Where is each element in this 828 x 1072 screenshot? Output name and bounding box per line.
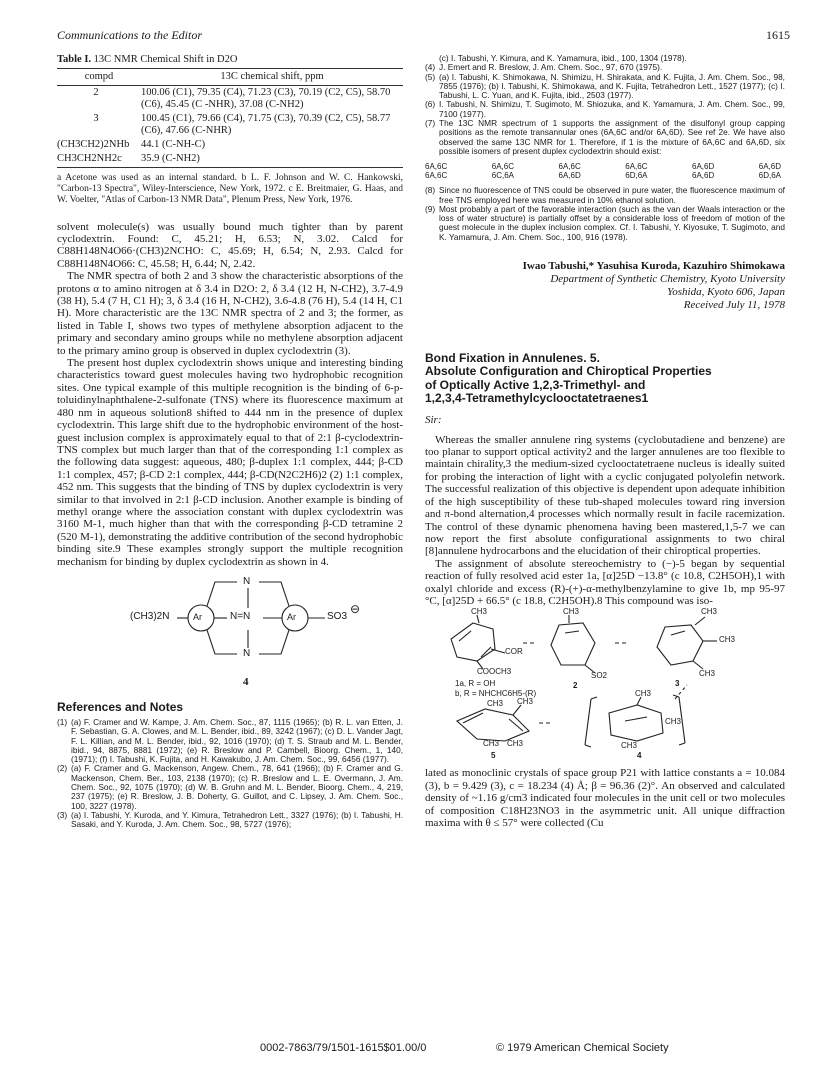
article-body-continued [425, 767, 785, 829]
isomer-top: 6A,6D [692, 162, 715, 172]
structure-4-diagram [57, 574, 403, 692]
author-department: Department of Synthetic Chemistry, Kyoto University [550, 273, 785, 286]
cot-ring-1 [451, 623, 495, 661]
footer-copyright: © 1979 American Chemical Society [496, 1042, 669, 1054]
methyl-sub-label: CH3 [487, 699, 504, 709]
isomer-bottom: 6D,6A [625, 171, 648, 181]
isomer-pair [625, 162, 647, 180]
structure-4-svg [57, 574, 403, 692]
ester-label: COOCH3 [477, 667, 512, 677]
isomer-pair [492, 162, 514, 180]
table-cell: CH3CH2NH2c [57, 152, 141, 168]
reference-item [57, 718, 403, 764]
received-date: Received July 11, 1978 [683, 299, 785, 312]
compound-4-label: 4 [637, 751, 642, 761]
methyl-label: CH3 [665, 717, 682, 727]
reference-text: (c) I. Tabushi, Y. Kimura, and K. Yamamura, ibid., 100, 1304 (1978). [439, 53, 687, 63]
sulfonyl-label: SO2 [591, 671, 608, 681]
reference-number: (3) [57, 809, 68, 820]
table-cell: 100.45 (C1), 79.66 (C4), 71.75 (C3), 70.39 (C2, C5), 58.77 (C6), 47.66 (C-NHR) [141, 113, 391, 136]
reference-text: I. Tabushi, N. Shimizu, T. Sugimoto, M. Shiozuka, and K. Yamamura, J. Am. Chem. Soc., 99, 7100 (1977). [439, 99, 785, 119]
left-column [57, 54, 403, 830]
reaction-scheme [425, 607, 785, 763]
paragraph: Whereas the smaller annulene ring systems (cyclobutadiene and benzene) are too planar to support optical activity2 and the larger annulenes are too flexible to maintain chirality,3 the medium-sized cyclooctatetraene nucleus is ideally suited for probing the interaction of light with a cyclic conjugated polyolefin network. The successful realization of this objective is dependent upon adequate inhibition of the high susceptibility of these tub-shaped molecules toward ring inversion and π-bond alternation,4 processes which normally result in facile racemization. The control of these dynamic phenomena having been mastered,1,5-7 we can now report the first absolute configurational assignments to two chiral [8]annulene hydrocarbons and the elucidation of their chiroptical properties. [425, 433, 785, 558]
salutation: Sir: [425, 413, 442, 426]
table-row [57, 152, 403, 168]
isomer-pair [692, 162, 714, 180]
compound-1b-label: b, R = NHCHC6H5-(R) [455, 689, 537, 699]
methyl-label: CH3 [517, 697, 534, 707]
aryl-label-right: Ar [287, 611, 296, 622]
author-names: Iwao Tabushi,* Yasuhisa Kuroda, Kazuhiro Shimokawa [522, 260, 785, 273]
right-column [425, 54, 785, 829]
methyl-label: CH3 [701, 607, 718, 617]
cot-ring-3 [657, 625, 703, 665]
compound-3-label: 3 [675, 679, 680, 689]
compound-1a-label: 1a, R = OH [455, 679, 496, 689]
reference-item [425, 73, 785, 101]
table-cell: (CH3CH2)2NHb [57, 139, 130, 150]
table-caption [57, 54, 403, 65]
isomer-bottom: 6D,6A [758, 171, 781, 181]
compound-2-label: 2 [573, 681, 578, 691]
compound-5-label: 5 [491, 751, 496, 761]
reference-number: (8) [425, 185, 436, 196]
methyl-label: CH3 [719, 635, 736, 645]
reference-item [425, 100, 785, 119]
title-line: Absolute Configuration and Chiroptical Properties [425, 364, 712, 379]
isomer-top: 6A,6C [425, 162, 448, 172]
running-title: Communications to the Editor [57, 28, 202, 42]
reference-item [425, 186, 785, 205]
isomer-top: 6A,6C [558, 162, 581, 172]
references-list-right [425, 54, 785, 156]
paragraph: The NMR spectra of both 2 and 3 show the characteristic absorptions of the protons α to amino nitrogen at δ 3.4 in D2O: 2, δ 3.4 (12 H, N-CH2), 3.7-4.9 (38 H), 5.4 (7 H, C1 H); 3, δ 3.4 (16 H, N-CH2), 3.6-4.8 (76 H), 5.4 (14 H, C1 H). More characteristic are the 13C NMR spectra of 2 and 3; the former, as listed in Table I, shows two types of methylene absorption adjacent to the primary and secondary amino groups while no methylene absorption adjacent to the primary amino group is observed in duplex cyclodextrin (3). [57, 270, 403, 357]
title-line: Bond Fixation in Annulenes. 5. [425, 351, 600, 366]
table-cell: 2 [93, 87, 99, 98]
isomer-pair [759, 162, 781, 180]
page-number: 1615 [766, 28, 790, 42]
author-block [425, 260, 785, 312]
table-cell: 44.1 (C-NH-C) [141, 139, 206, 150]
isomer-top: 6A,6C [625, 162, 648, 172]
isomer-pair [425, 162, 447, 180]
isomer-pairs [425, 162, 785, 180]
reference-number: (2) [57, 763, 68, 774]
reference-text: (a) F. Cramer and W. Kampe, J. Am. Chem. Soc., 87, 1115 (1965); (b) R. L. van Etten, J. F. Sebastian, G. A. Clowes, and M. L. Bender, ibid., 89, 3242 (1967); (c) D. L. Vander Jagt, F. L. Killian, and M. L. Bender, ibid., 92, 1016 (1970); (d) T. S. Straub and M. L. Bender, ibid., 94, 8875, 8881 (1972); (e) R. Breslow and P. Cambell, Bioorg. Chem., 1, 140, (1971); (f) I. Tabushi, K. Fujita, and H. Kawakubo, J. Am. Chem. Soc., 99, 6456 (1977). [71, 716, 403, 765]
reference-text: (a) I. Tabushi, Y. Kuroda, and Y. Kimura, Tetrahedron Lett., 3327 (1976); (b) I. Tabushi, H. Sasaki, and Y. Kuroda, J. Am. Chem. Soc., 98, 5727 (1976); [71, 809, 403, 830]
methyl-label: CH3 [471, 607, 488, 617]
reference-text: Most probably a part of the favorable interaction (such as the van der Waals interaction or the loss of water structure) is partially offset by a considerable loss of freedom of motion of the guest molecule in the duplex inclusion complex. Cf. I. Tabushi, Y. Kiyosuke, T. Sugimoto, and K. Yamamura, J. Am. Chem. Soc., 100, 916 (1978). [439, 203, 785, 242]
nitrogen-bottom: N [243, 647, 251, 659]
paragraph: solvent molecule(s) was usually bound much tighter than by parent cyclodextrin. Found: C, 45.21; H, 6.53; N, 3.02. Calcd for C88H148N4O66·(CH3)2NCHO: C, 45.69; H, 6.54; N, 2.93. Calcd for C88H148N4O66: C, 45.58; H, 6.44; N, 2.42. [57, 220, 403, 270]
table-row [57, 112, 403, 138]
reference-text: (a) F. Cramer and G. Mackenson, Angew. Chem., 78, 641 (1966); (b) F. Cramer and G. Mackenson, Chem. Ber., 103, 2138 (1970); (c) R. Breslow and L. E. Overmann, J. Am. Chem. Soc., 92, 1075 (1970); (d) W. B. Gruhn and M. L. Bender, Bioorg. Chem., 4, 219, 237 (1975); (e) R. Breslow, J. B. Doherty, G. Guillot, and C. Lipsey, J. Am. Chem. Soc., 100, 3227 (1978). [71, 763, 403, 811]
reference-number: (1) [57, 716, 68, 727]
paragraph: The assignment of absolute stereochemistry to (−)-5 began by sequential reaction of fully resolved acid ester 1a, [α]25D −13.8° (c 10.8, C2H5OH),1 with oxalyl chloride and excess (R)-(+)-α-methylbenzylamine to give 1b, mp 95-97 °C, [α]25D + 66.5° (c 18.8, C2H5OH).8 This compound was iso- [425, 557, 785, 607]
isomer-bottom: 6C,6A [491, 171, 514, 181]
table-row [57, 138, 403, 152]
title-line: of Optically Active 1,2,3-Trimethyl- and [425, 377, 646, 392]
table-header-shift: 13C chemical shift, ppm [141, 69, 403, 86]
aryl-label-left: Ar [193, 611, 202, 622]
reference-text: (a) I. Tabushi, K. Shimokawa, N. Shimizu, H. Shirakata, and K. Fujita, J. Am. Chem. Soc., 98, 7855 (1976); (b) I. Tabushi, K. Shimokawa, and K. Fujita, Tetrahedron Lett., 1527 (1977); (c) I. Tabushi, L. C. Yuan, and K. Fujita, ibid., 2503 (1977). [439, 71, 785, 101]
reference-text: Since no fluorescence of TNS could be observed in pure water, the fluorescence maximum of free TNS employed here was measured in 10% ethanol solution. [439, 185, 785, 205]
reference-item [425, 205, 785, 242]
table-header-compd: compd [57, 69, 141, 86]
transition-ring-4 [609, 705, 663, 741]
reference-item [57, 811, 403, 830]
methyl-label: CH3 [507, 739, 524, 749]
title-line: 1,2,3,4-Tetramethylcyclooctatetraenes1 [425, 391, 649, 406]
nitrogen-top: N [243, 575, 251, 587]
methyl-label: CH3 [483, 739, 500, 749]
isomer-bottom: 6A,6D [692, 171, 715, 181]
references-heading: References and Notes [57, 699, 184, 714]
reference-number: (9) [425, 203, 436, 214]
reference-number: (6) [425, 99, 436, 110]
reference-item [425, 119, 785, 156]
methyl-label: CH3 [635, 689, 652, 699]
azo-group: N=N [230, 610, 251, 622]
dimethylamino-group: (CH3)2N [130, 610, 170, 622]
reference-number: (4) [425, 62, 436, 73]
isomer-top: 6A,6C [491, 162, 514, 172]
isomer-pair [559, 162, 581, 180]
methyl-label: CH3 [563, 607, 580, 617]
table-footnote: a Acetone was used as an internal standard. b L. F. Johnson and W. C. Hankowski, "Carbon-13 Spectra", Wiley-Interscience, New York, 1972. c E. Breitmaier, G. Haas, and W. Voelter, "Atlas of Carbon-13 NMR Data", Plenum Press, New York, 1976. [57, 173, 403, 206]
paragraph: lated as monoclinic crystals of space group P21 with lattice constants a = 10.084 (3), b = 9.429 (3), c = 18.234 (4) Å; β = 96.36 (2)°. An observed and calculated density of ~1.16 g/cm3 indicated four molecules in the unit cell or two molecules of composition C18H23NO3 in the asymmetric unit. All unique diffraction maxima with θ ≤ 57° were collected (Cu [425, 767, 785, 829]
table-label: Table I. [57, 54, 92, 65]
left-body-text [57, 221, 403, 568]
article-body [425, 434, 785, 608]
footer-code: 0002-7863/79/1501-1615$01.00/0 [260, 1042, 427, 1054]
nmr-table [57, 68, 403, 168]
table-cell: 35.9 (C-NH2) [141, 152, 403, 168]
isomer-bottom: 6A,6D [558, 171, 581, 181]
compound-label-4: 4 [243, 675, 249, 688]
table-cell: 100.06 (C1), 79.35 (C4), 71.23 (C3), 70.19 (C2, C5), 58.70 (C6), 45.45 (C -NHR), 37.08 (C-NH2) [141, 87, 391, 110]
isomer-bottom: 6A,6C [425, 171, 448, 181]
reference-text: J. Emert and R. Breslow, J. Am. Chem. Soc., 97, 670 (1975). [439, 62, 663, 73]
author-address: Yoshida, Kyoto 606, Japan [667, 286, 785, 299]
table-cell: 3 [93, 113, 99, 124]
methyl-label: CH3 [621, 741, 638, 751]
cot-ring-2 [551, 623, 595, 665]
negative-charge: ⊖ [350, 601, 361, 616]
methyl-label: CH3 [699, 669, 716, 679]
references-list-right-2 [425, 186, 785, 242]
reference-number: (5) [425, 71, 436, 82]
table-caption-text: 13C NMR Chemical Shift in D2O [93, 54, 238, 65]
cot-ring-5 [457, 709, 529, 741]
reference-item [57, 764, 403, 810]
cor-label: COR [505, 647, 523, 657]
article-title [425, 352, 785, 406]
references-list-left [57, 718, 403, 830]
reference-number: (7) [425, 118, 436, 129]
table-row [57, 86, 403, 113]
reference-text: The 13C NMR spectrum of 1 supports the assignment of the disulfonyl group capping positions as the remote transannular ones (6A,6C and/or 6A,6D). See ref 2e. We have also observed the same 13C NMR for 1. Therefore, if 1 is the mixture of 6A,6C and 6A,6D, six possible isomers of present duplex cyclodextrin should exist: [439, 118, 785, 156]
paragraph: The present host duplex cyclodextrin shows unique and interesting binding characteristics toward guest molecules having two hydrophobic recognition sites. One typical example of this multiple recognition is the binding of 6-p-toluidinylnaphthalene-2-sulfonate (TNS) where its fluorescence maximum at 480 nm in aqueous solution8 shifted to 444 nm in the presence of duplex cyclodextrin. This large shift due to the hydrophobic environment of the host-guest inclusion complex is approximately equal to that of 2:1 β-cyclodextrin-TNS complex but much larger than that of the corresponding 1:1 complex as the following data suggest: aqueous, 480; β-duplex 1:1 complex, 444; β-CD 1:1 complex, 457; β-CD 2:1 complex, 444; β-CD(N2C2H6)2 (2) 1:1 complex, 452 nm. This suggests that the binding of TNS by duplex cyclodextrin is very similar to that involved in 2:1 β-CD inclusion. Another example is binding of methyl orange where the association constant with duplex cyclodextrin was 3160 M-1, much higher than that with the corresponding β-CD tetramine 2 (520 M-1), demonstrating the additive contribution of the second hydrophobic binding site.9 These examples strongly support the multiple recognition mechanism for binding by duplex cyclodextrin as shown in 4. [57, 357, 403, 568]
isomer-top: 6A,6D [758, 162, 781, 172]
sulfonate-group: SO3 [327, 610, 348, 622]
